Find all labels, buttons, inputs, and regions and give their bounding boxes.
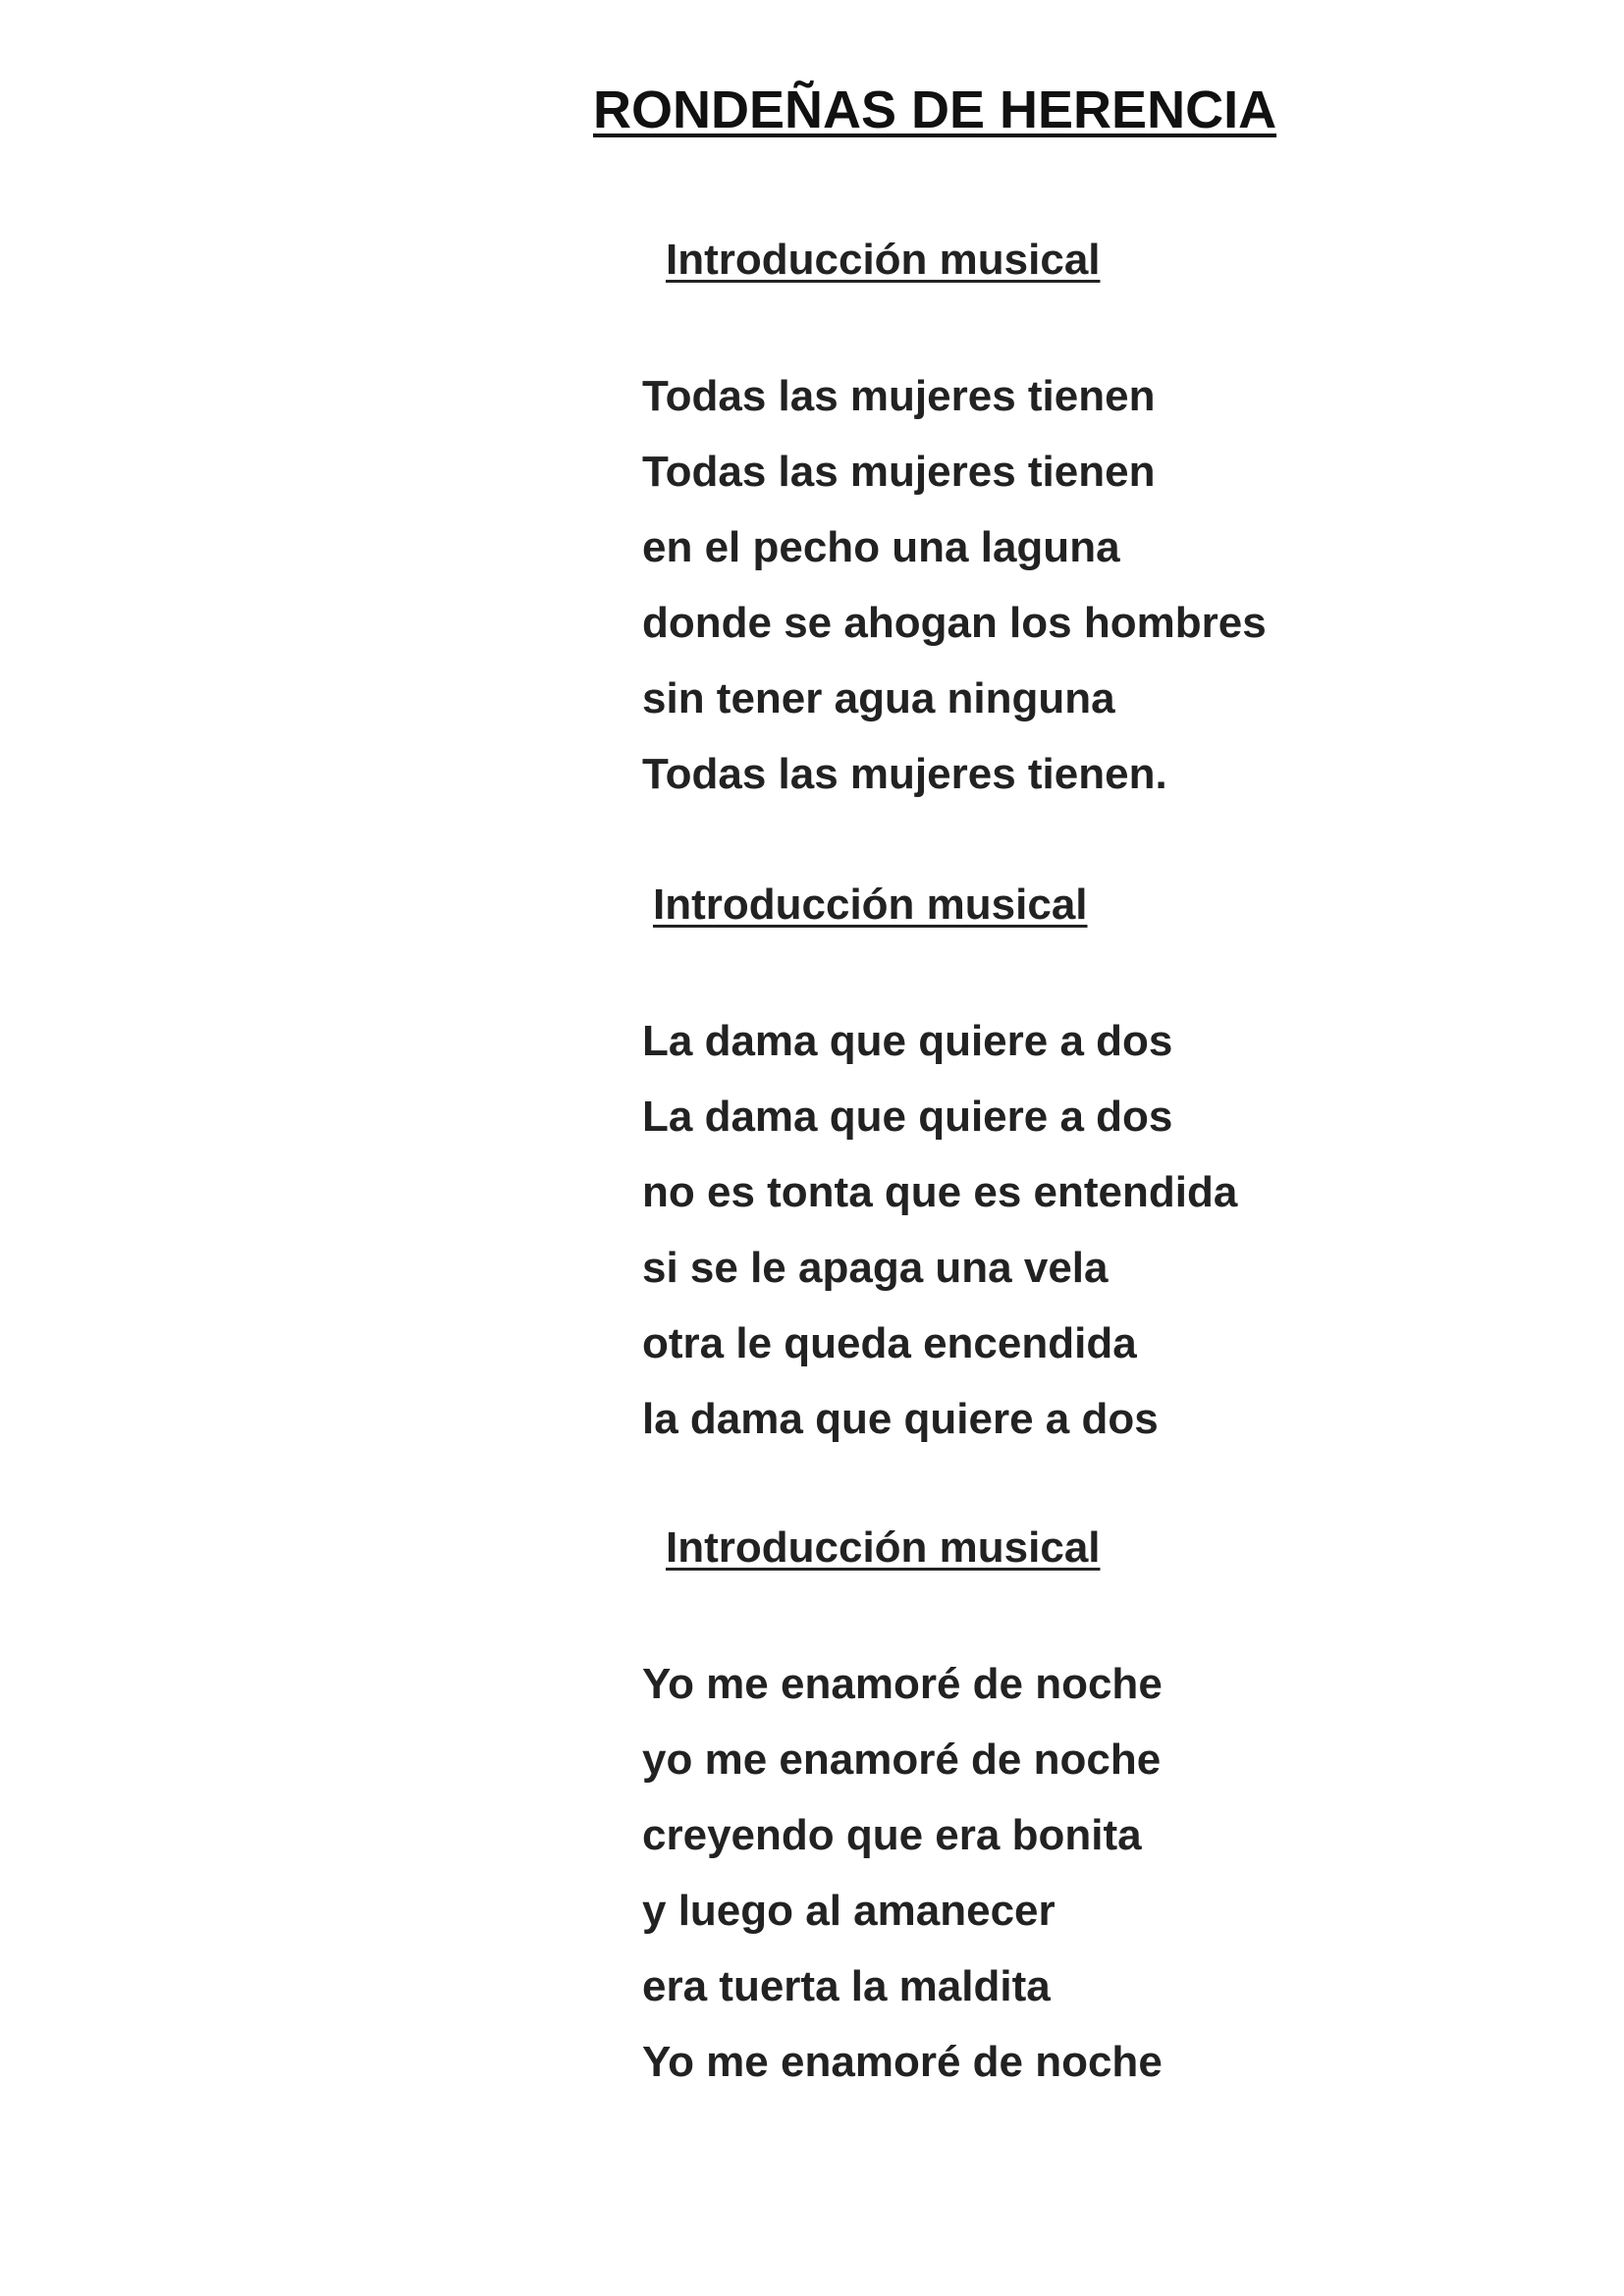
verse-line: donde se ahogan los hombres <box>642 599 1267 647</box>
verse-line: Yo me enamoré de noche <box>642 2038 1163 2086</box>
verse-line: otra le queda encendida <box>642 1319 1137 1367</box>
verse-line: La dama que quiere a dos <box>642 1093 1173 1141</box>
verse-line: Todas las mujeres tienen <box>642 372 1156 420</box>
verse-line: en el pecho una laguna <box>642 523 1120 571</box>
section-heading: Introducción musical <box>666 236 1101 284</box>
verse-line: sin tener agua ninguna <box>642 674 1115 722</box>
verse-line: La dama que quiere a dos <box>642 1017 1173 1065</box>
verse-line: Todas las mujeres tienen <box>642 448 1156 496</box>
section-heading: Introducción musical <box>653 881 1088 929</box>
verse-line: era tuerta la maldita <box>642 1962 1051 2010</box>
verse-line: yo me enamoré de noche <box>642 1735 1162 1784</box>
verse-line: y luego al amanecer <box>642 1887 1056 1935</box>
verse-stanza <box>642 1646 1163 2100</box>
section-heading: Introducción musical <box>666 1523 1101 1572</box>
page-title: RONDEÑAS DE HERENCIA <box>593 80 1277 139</box>
verse-line: la dama que quiere a dos <box>642 1395 1159 1443</box>
verse-line: si se le apaga una vela <box>642 1244 1109 1292</box>
verse-stanza <box>642 1003 1237 1457</box>
verse-line: Yo me enamoré de noche <box>642 1660 1163 1708</box>
verse-line: no es tonta que es entendida <box>642 1168 1238 1216</box>
verse-stanza <box>642 358 1267 812</box>
verse-line: Todas las mujeres tienen. <box>642 750 1167 798</box>
verse-line: creyendo que era bonita <box>642 1811 1142 1859</box>
